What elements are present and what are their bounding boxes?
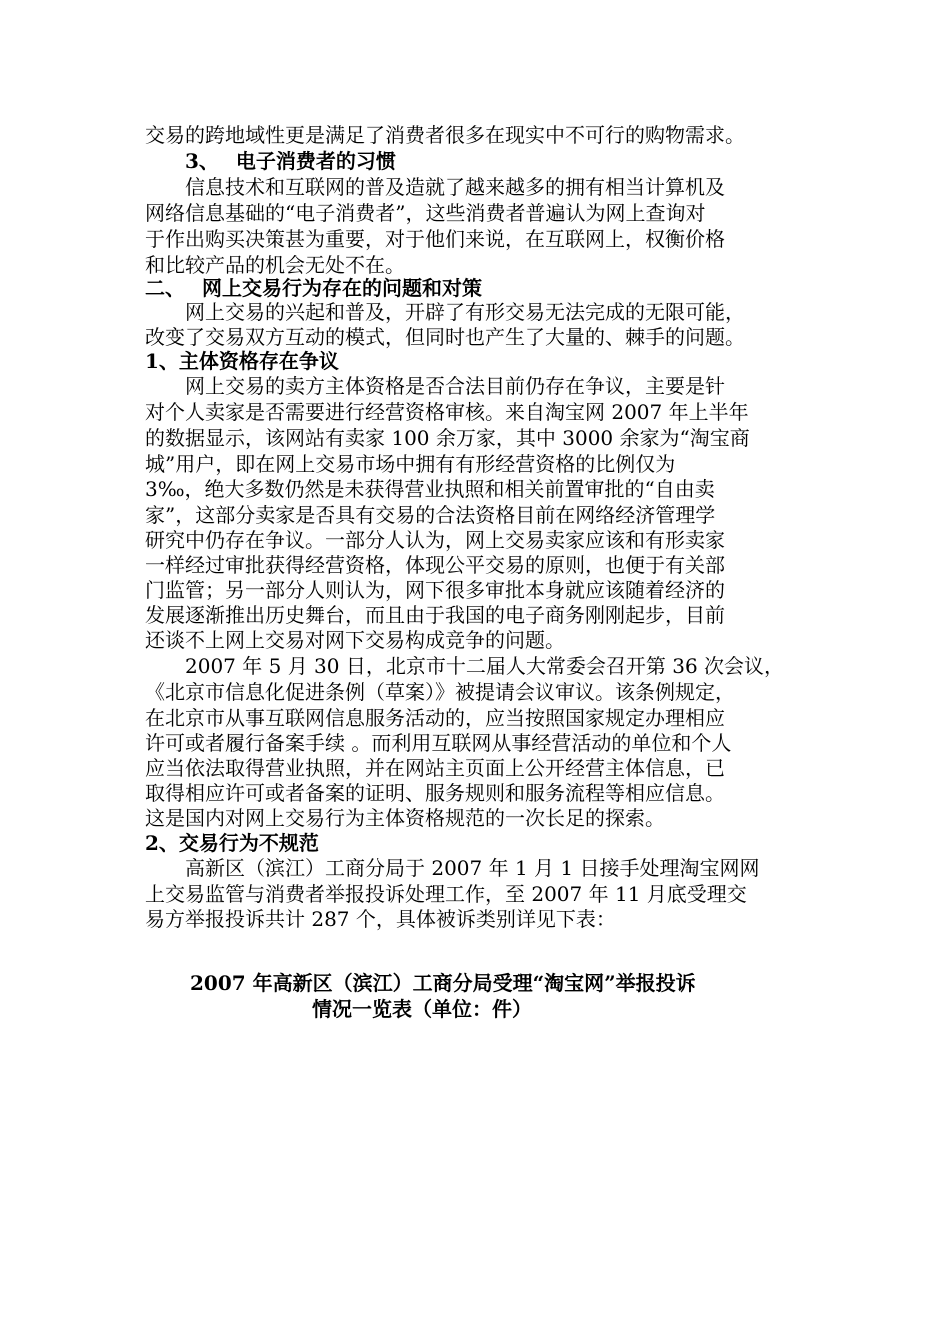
paragraph-line: 网络信息基础的“电子消费者”，这些消费者普遍认为网上查询对 <box>145 201 706 225</box>
paragraph-line: 高新区（滨江）工商分局于 2007 年 1 月 1 日接手处理淘宝网网 <box>145 856 760 880</box>
paragraph-line: 研究中仍存在争议。一部分人认为，网上交易卖家应该和有形卖家 <box>145 528 725 552</box>
paragraph-line: 和比较产品的机会无处不在。 <box>145 253 405 277</box>
paragraph-line: 城”用户，即在网上交易市场中拥有有形经营资格的比例仅为 <box>145 452 676 476</box>
paragraph-line: 许可或者履行备案手续 。而利用互联网从事经营活动的单位和个人 <box>145 731 732 755</box>
paragraph-line: 《北京市信息化促进条例（草案）》被提请会议审议。该条例规定， <box>145 680 735 704</box>
paragraph-line: 上交易监管与消费者举报投诉处理工作，至 2007 年 11 月底受理交 <box>145 882 747 906</box>
subsection-heading: 1、主体资格存在争议 <box>145 349 339 373</box>
paragraph-line: 2007 年 5 月 30 日，北京市十二届人大常委会召开第 36 次会议， <box>145 654 785 678</box>
paragraph-line: 应当依法取得营业执照，并在网站主页面上公开经营主体信息，已 <box>145 756 725 780</box>
subsection-heading: 3、 电子消费者的习惯 <box>145 149 396 173</box>
paragraph-line: 一样经过审批获得经营资格，体现公平交易的原则，也便于有关部 <box>145 553 725 577</box>
paragraph-line: 3‰，绝大多数仍然是未获得营业执照和相关前置审批的“自由卖 <box>145 477 715 501</box>
paragraph-line: 门监管；另一部分人则认为，网下很多审批本身就应该随着经济的 <box>145 578 725 602</box>
paragraph-line: 对个人卖家是否需要进行经营资格审核。来自淘宝网 2007 年上半年 <box>145 400 749 424</box>
paragraph-line: 于作出购买决策甚为重要，对于他们来说，在互联网上，权衡价格 <box>145 227 725 251</box>
table-title: 2007 年高新区（滨江）工商分局受理“淘宝网”举报投诉 <box>190 971 696 995</box>
paragraph-line: 交易的跨地域性更是满足了消费者很多在现实中不可行的购物需求。 <box>145 123 745 147</box>
subsection-heading: 2、交易行为不规范 <box>145 831 319 855</box>
paragraph-line: 网上交易的兴起和普及，开辟了有形交易无法完成的无限可能， <box>145 300 745 324</box>
paragraph-line: 发展逐渐推出历史舞台，而且由于我国的电子商务刚刚起步，目前 <box>145 603 725 627</box>
paragraph-line: 取得相应许可或者备案的证明、服务规则和服务流程等相应信息。 <box>145 781 725 805</box>
section-heading: 二、 网上交易行为存在的问题和对策 <box>145 276 482 300</box>
paragraph-line: 改变了交易双方互动的模式，但同时也产生了大量的、棘手的问题。 <box>145 325 745 349</box>
table-subtitle: 情况一览表（单位：件） <box>312 997 532 1021</box>
paragraph-line: 在北京市从事互联网信息服务活动的，应当按照国家规定办理相应 <box>145 706 725 730</box>
paragraph-line: 网上交易的卖方主体资格是否合法目前仍存在争议，主要是针 <box>145 374 725 398</box>
paragraph-line: 易方举报投诉共计 287 个，具体被诉类别详见下表： <box>145 907 616 931</box>
paragraph-line: 这是国内对网上交易行为主体资格规范的一次长足的探索。 <box>145 806 665 830</box>
paragraph-line: 还谈不上网上交易对网下交易构成竞争的问题。 <box>145 628 565 652</box>
paragraph-line: 的数据显示，该网站有卖家 100 余万家，其中 3000 余家为“淘宝商 <box>145 426 750 450</box>
paragraph-line: 信息技术和互联网的普及造就了越来越多的拥有相当计算机及 <box>145 175 725 199</box>
paragraph-line: 家”，这部分卖家是否具有交易的合法资格目前在网络经济管理学 <box>145 503 716 527</box>
